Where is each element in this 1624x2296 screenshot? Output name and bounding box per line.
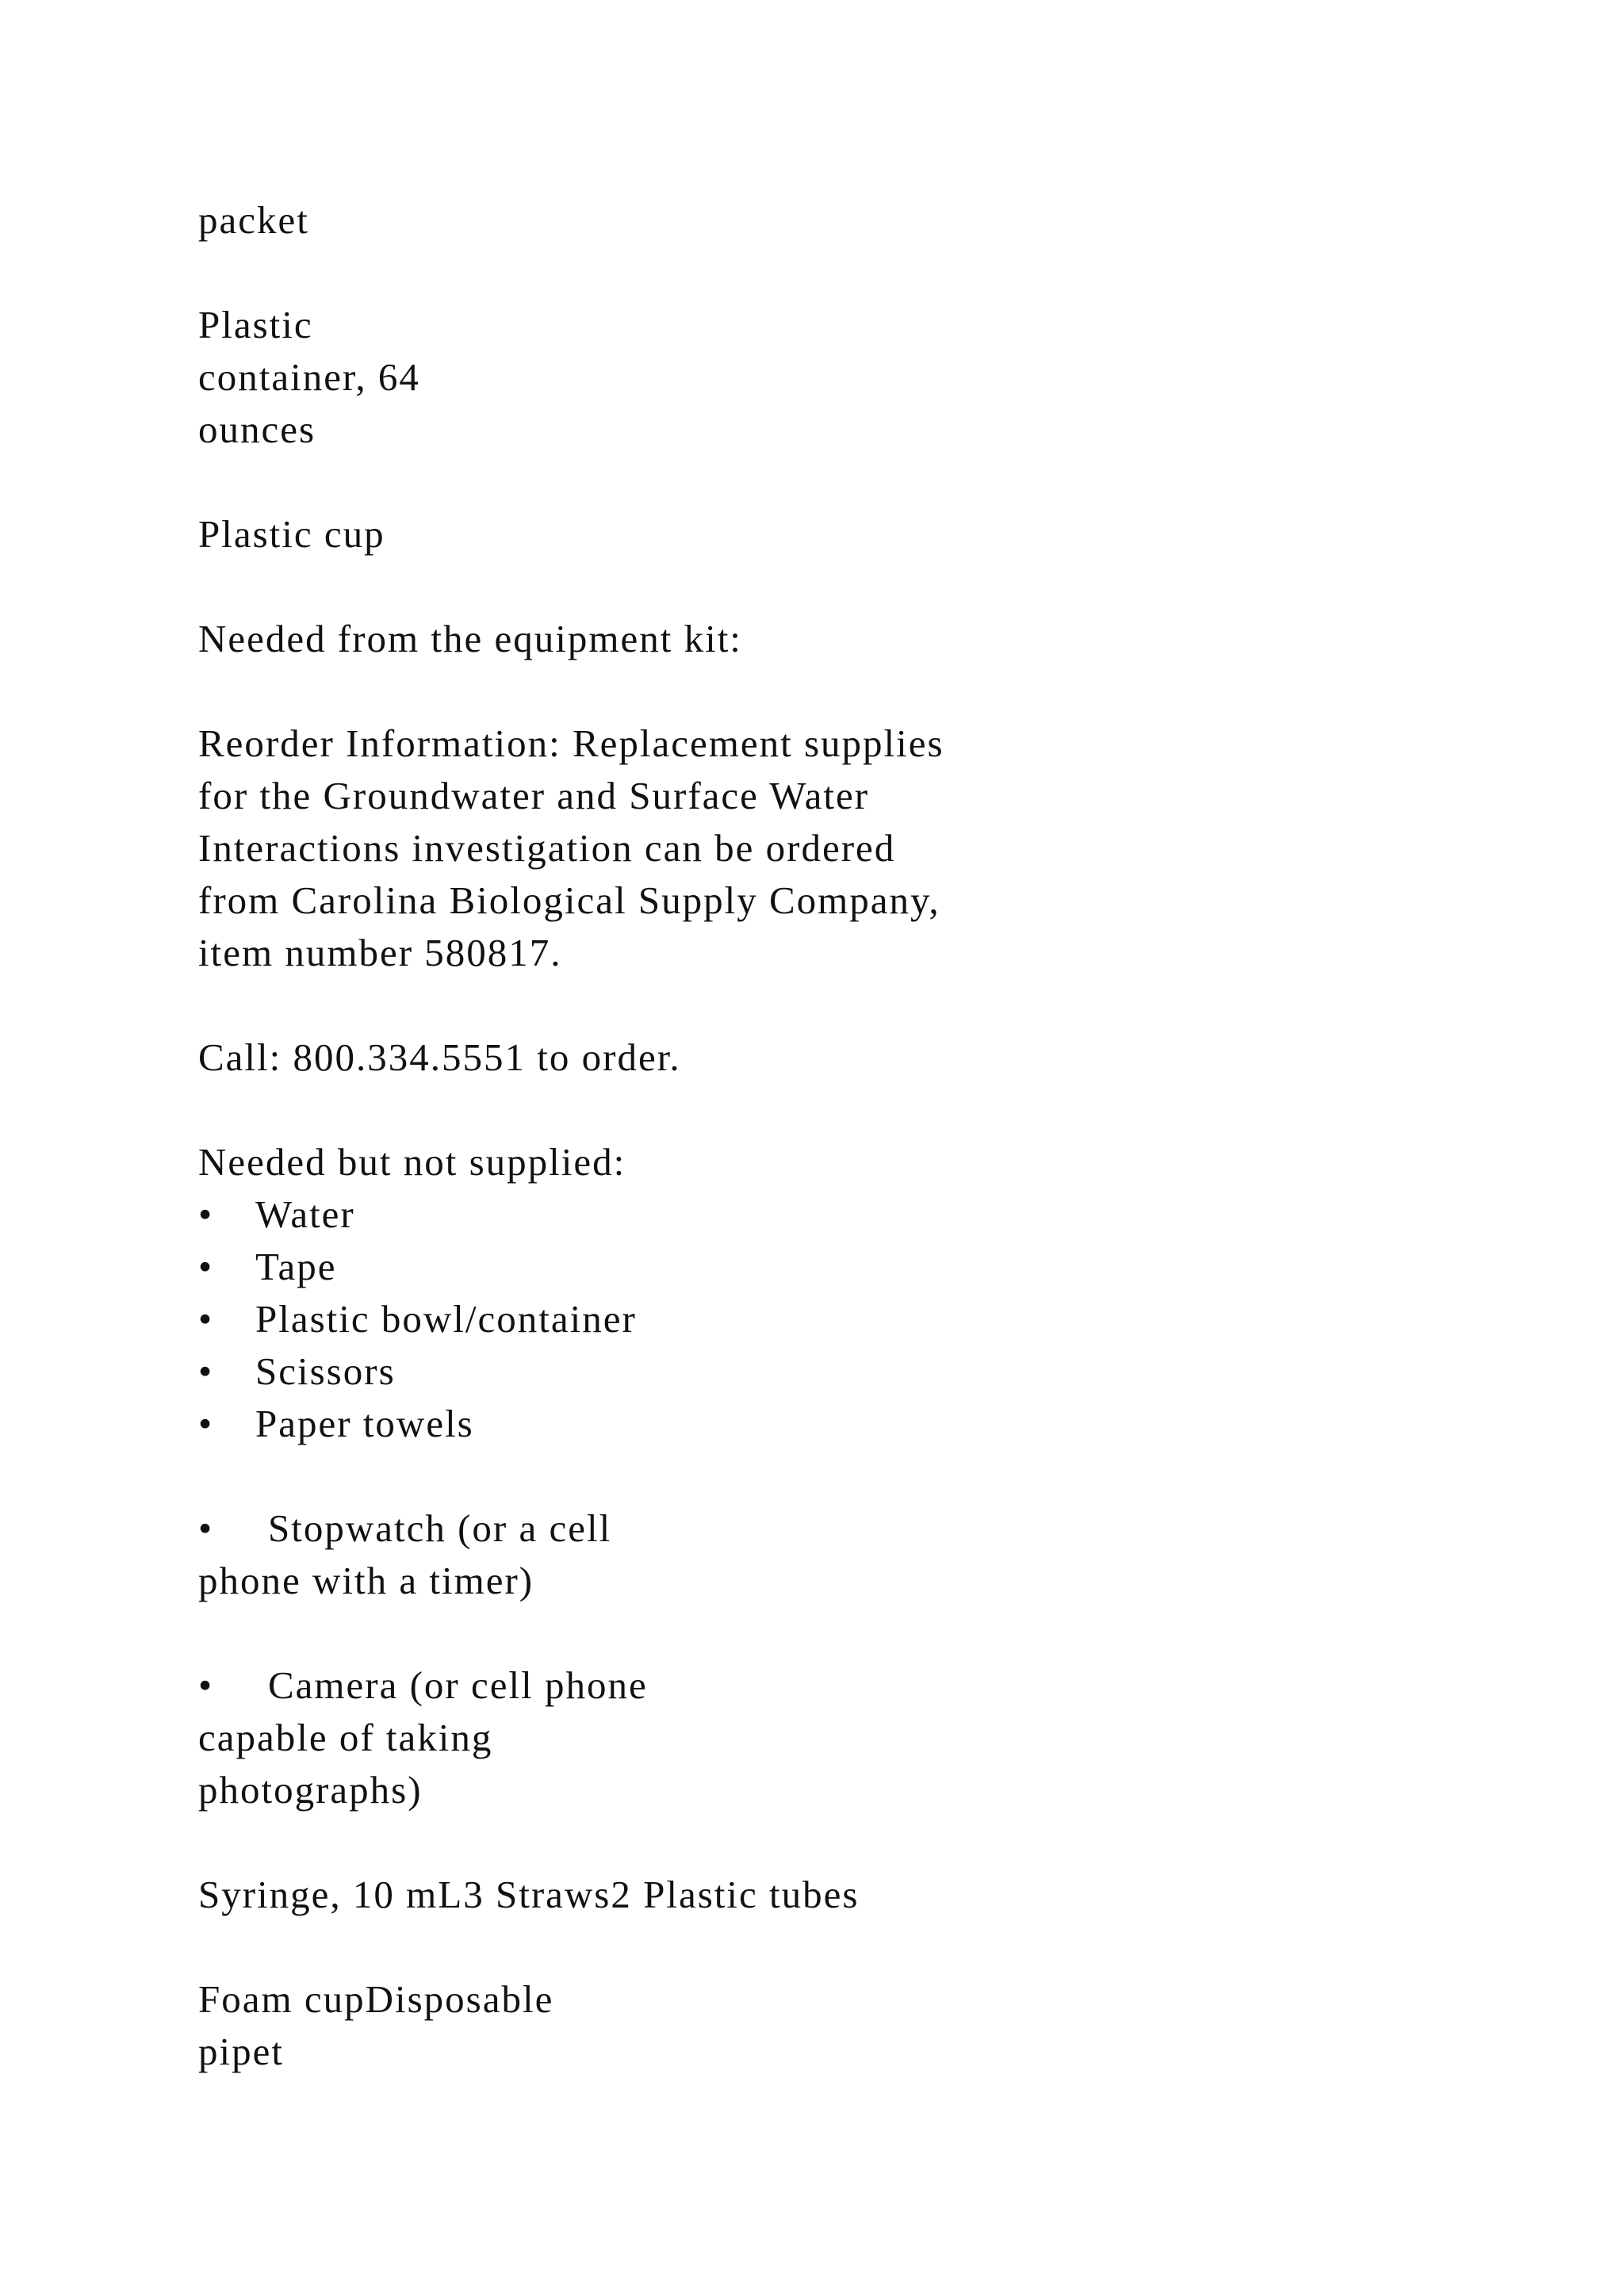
call-to-order (198, 1031, 1467, 1084)
camera-item (198, 1659, 1467, 1816)
list-item (198, 1345, 1467, 1398)
list-item-label: Paper towels (255, 1402, 474, 1445)
text-line: Call: 800.334.5551 to order. (198, 1035, 681, 1079)
bullet-icon: • (198, 1402, 214, 1445)
text-line: phone with a timer) (198, 1559, 534, 1602)
bullet-icon: • (198, 1506, 214, 1550)
bullet-icon: • (198, 1297, 214, 1341)
text-line: Needed from the equipment kit: (198, 617, 742, 660)
list-item (198, 1398, 1467, 1450)
needed-items-list (198, 1188, 1467, 1450)
list-item-label: Water (255, 1192, 355, 1236)
list-item-label: Plastic bowl/container (255, 1297, 637, 1341)
plastic-cup-text (198, 508, 1467, 561)
list-item (198, 1188, 1467, 1241)
text-line: photographs) (198, 1768, 423, 1812)
text-line: capable of taking (198, 1716, 493, 1759)
bullet-icon: • (198, 1192, 214, 1236)
text-line: pipet (198, 2030, 284, 2073)
equipment-kit-heading (198, 613, 1467, 665)
bullet-icon: • (198, 1663, 214, 1707)
text-line: item number 580817. (198, 931, 562, 974)
needed-not-supplied-heading: Needed but not supplied: (198, 1140, 626, 1184)
text-line: packet (198, 198, 309, 242)
text-line: container, 64 (198, 355, 420, 399)
stopwatch-item (198, 1502, 1467, 1607)
packet-text (198, 194, 1467, 247)
plastic-container-text (198, 299, 1467, 456)
text-line: Plastic (198, 303, 313, 346)
document-page (198, 194, 1467, 2130)
text-line: from Carolina Biological Supply Company, (198, 878, 940, 922)
list-item-label: Stopwatch (or a cell (268, 1506, 612, 1550)
list-item-label: Camera (or cell phone (268, 1663, 648, 1707)
text-line: Syringe, 10 mL3 Straws2 Plastic tubes (198, 1873, 860, 1916)
text-line: Foam cupDisposable (198, 1977, 554, 2021)
reorder-information (198, 718, 1467, 979)
text-line: ounces (198, 408, 316, 451)
syringe-straws-tubes (198, 1869, 1467, 1921)
text-line: Plastic cup (198, 512, 385, 556)
text-line: Interactions investigation can be ordered (198, 826, 896, 870)
text-line: for the Groundwater and Surface Water (198, 774, 870, 817)
list-item-label: Scissors (255, 1349, 396, 1393)
bullet-icon: • (198, 1245, 214, 1288)
text-line: Reorder Information: Replacement supplies (198, 721, 944, 765)
list-item-label: Tape (255, 1245, 337, 1288)
list-item (198, 1241, 1467, 1293)
list-item (198, 1293, 1467, 1345)
bullet-icon: • (198, 1349, 214, 1393)
foam-cup-pipet (198, 1973, 1467, 2078)
